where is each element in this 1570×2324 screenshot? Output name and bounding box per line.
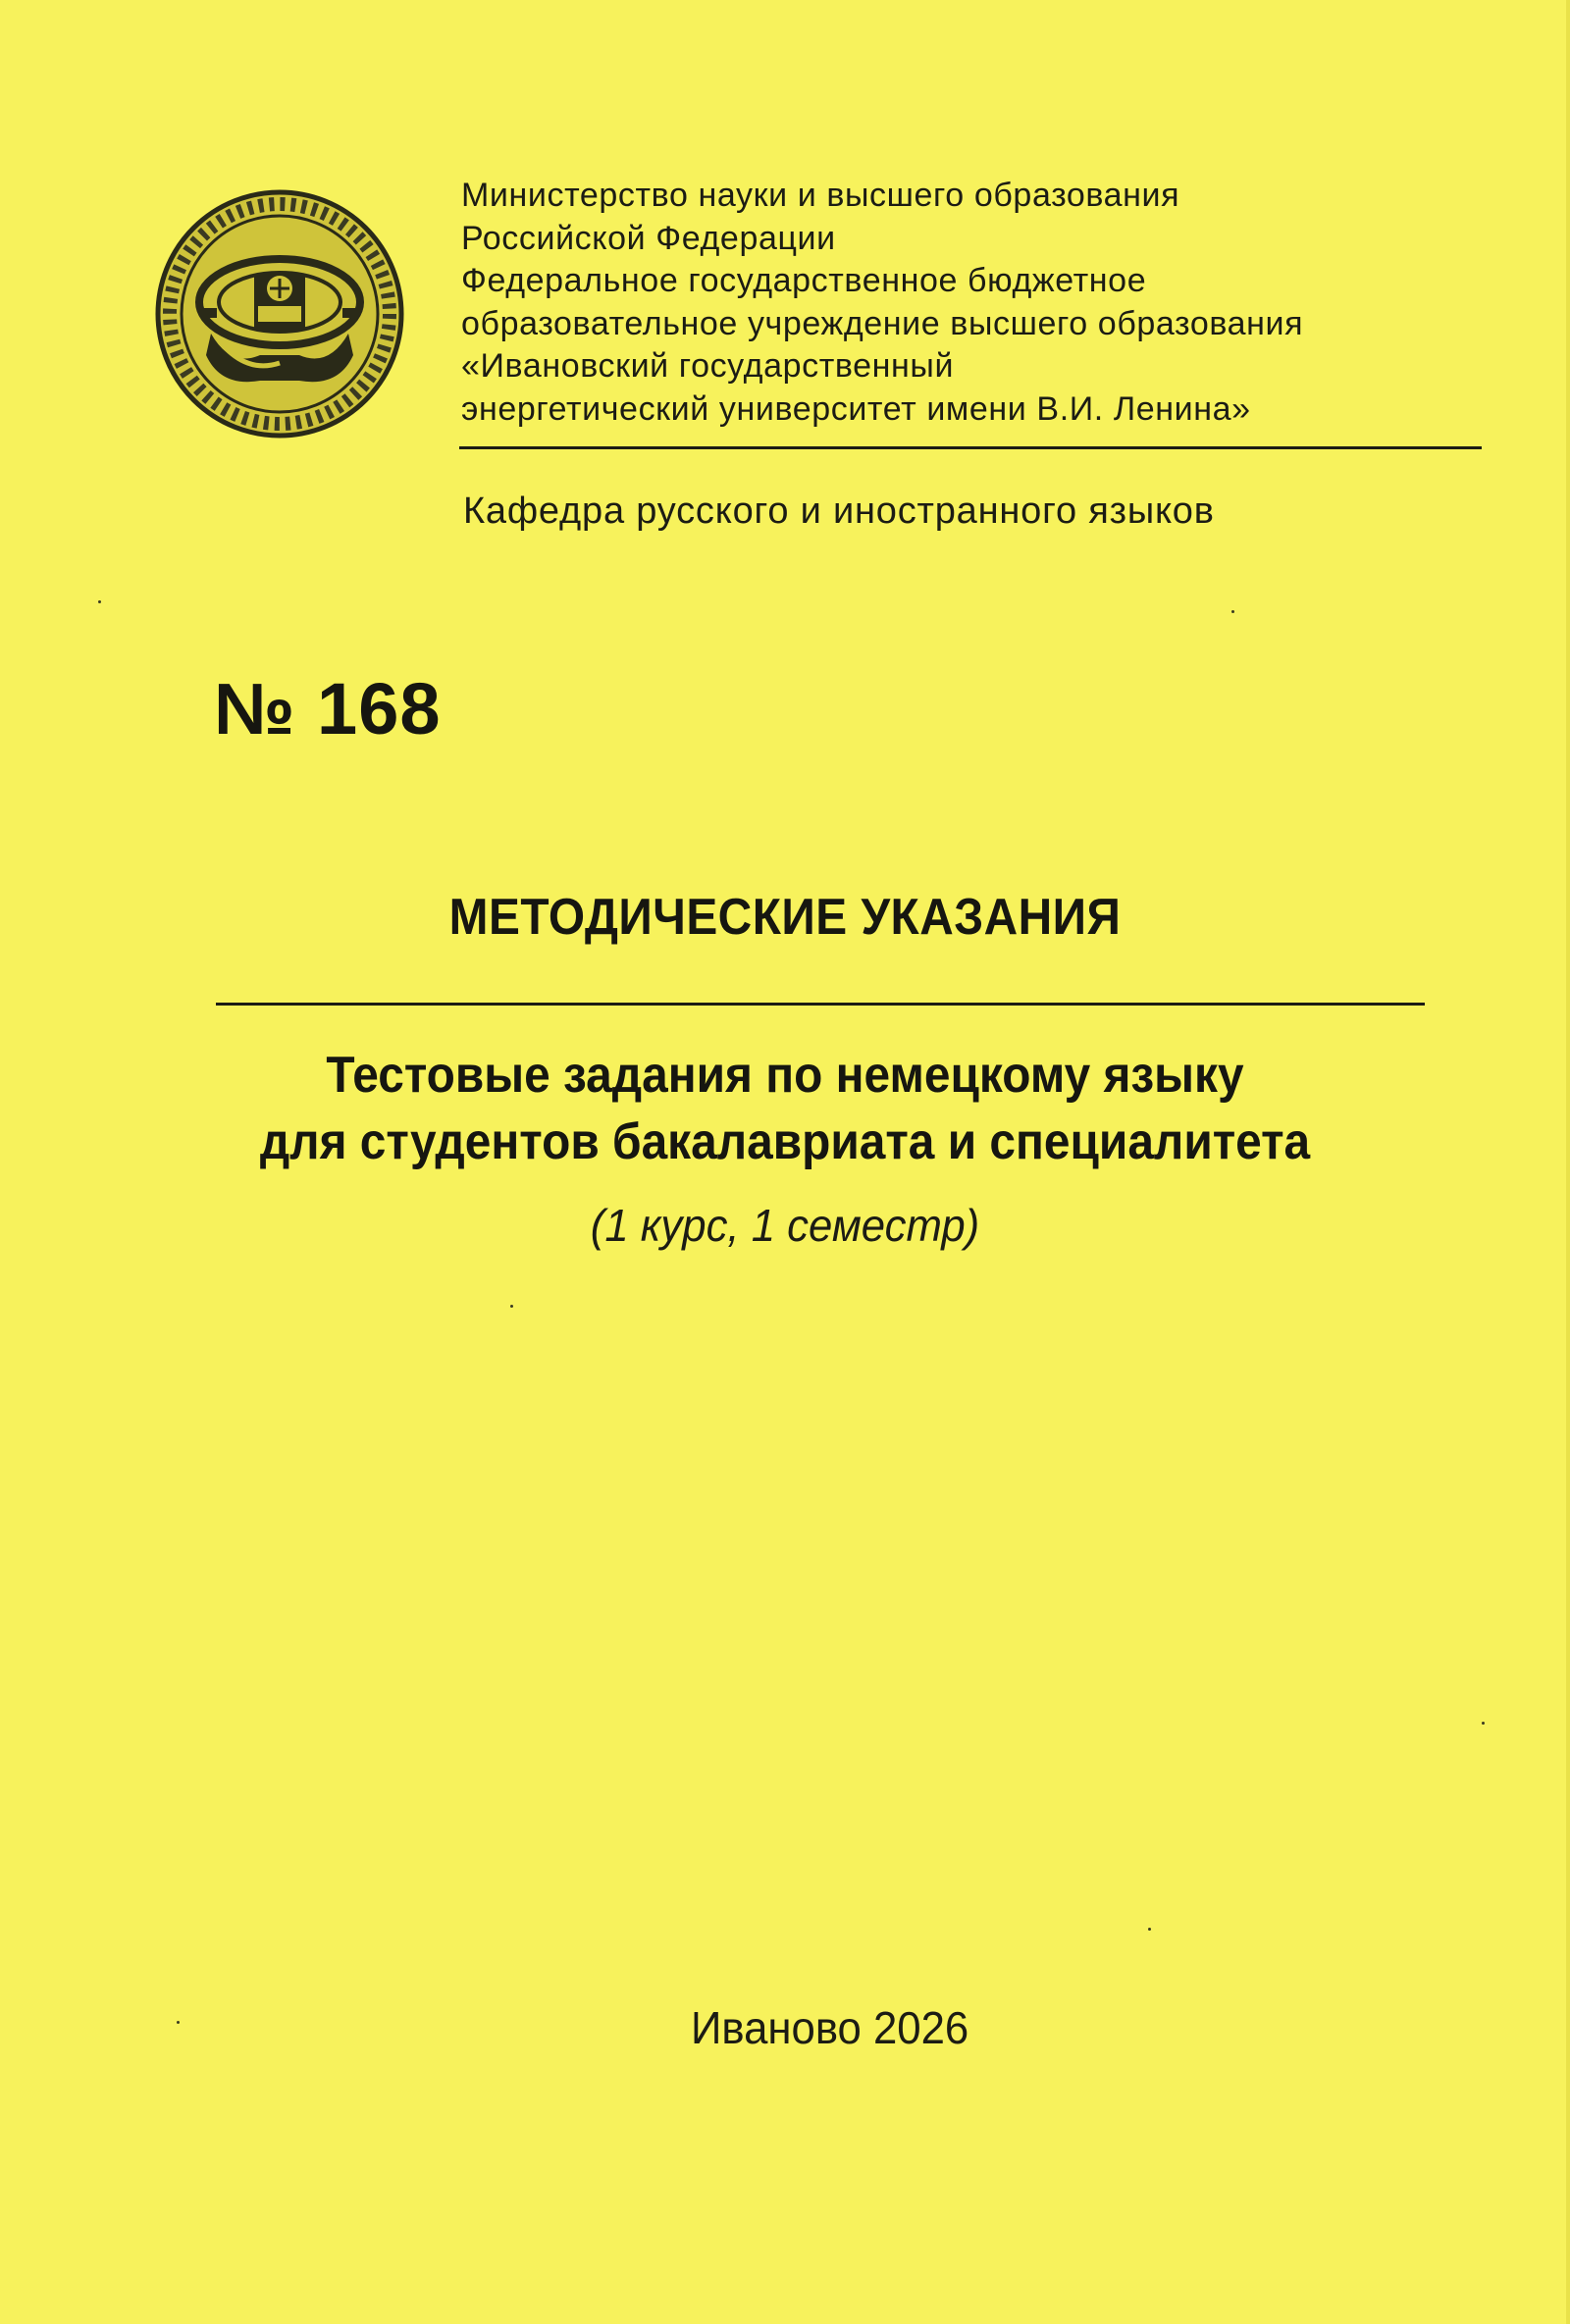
print-speck bbox=[1148, 1928, 1151, 1931]
document-number: № 168 bbox=[214, 668, 442, 749]
title-line: для студентов бакалавриата и специалитета bbox=[259, 1113, 1311, 1170]
title-divider bbox=[216, 1003, 1425, 1006]
print-speck bbox=[177, 2021, 180, 2024]
city-year: Иваново 2026 bbox=[690, 2002, 969, 2053]
document-title bbox=[0, 1042, 1570, 1175]
print-speck bbox=[98, 600, 101, 603]
department-name: Кафедра русского и иностранного языков bbox=[463, 491, 1215, 532]
institution-line: образовательное учреждение высшего образования bbox=[461, 304, 1304, 342]
institution-line: Российской Федерации bbox=[461, 219, 836, 257]
university-seal-icon bbox=[152, 186, 407, 441]
header-divider bbox=[459, 446, 1482, 449]
document-subtitle: (1 курс, 1 семестр) bbox=[590, 1200, 980, 1251]
institution-line: Министерство науки и высшего образования bbox=[461, 177, 1180, 214]
institution-line: «Ивановский государственный bbox=[461, 347, 955, 385]
print-speck bbox=[1482, 1722, 1485, 1725]
document-type: МЕТОДИЧЕСКИЕ УКАЗАНИЯ bbox=[448, 889, 1122, 946]
print-speck bbox=[510, 1305, 513, 1308]
title-line: Тестовые задания по немецкому языку bbox=[326, 1047, 1244, 1104]
institution-line: Федеральное государственное бюджетное bbox=[461, 262, 1147, 299]
institution-block bbox=[461, 175, 1492, 431]
institution-line: энергетический университет имени В.И. Ленина» bbox=[461, 389, 1251, 428]
print-speck bbox=[1231, 610, 1234, 613]
